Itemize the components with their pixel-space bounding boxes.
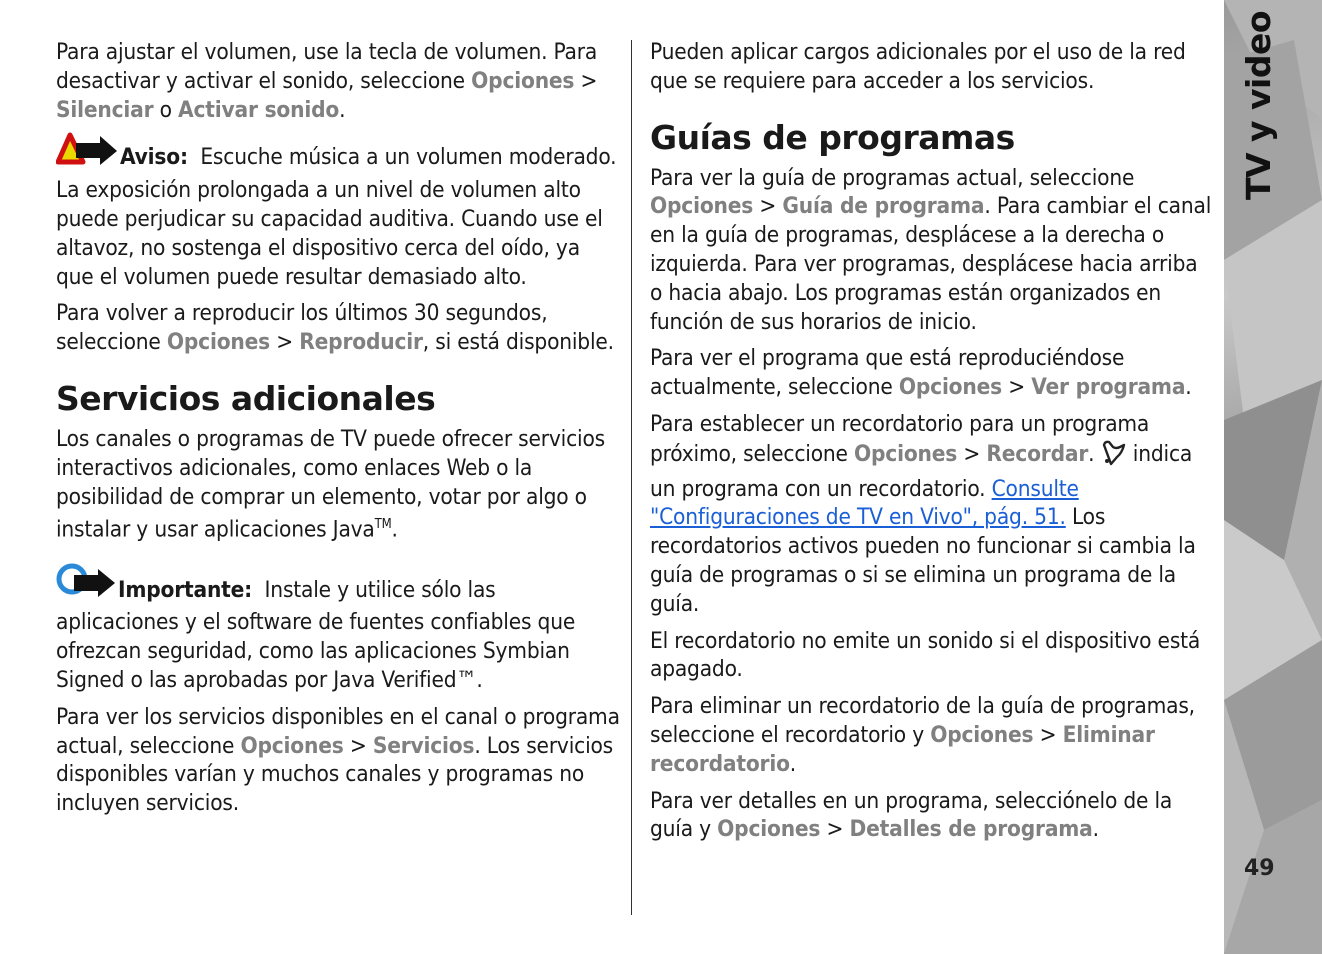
menu-option: Guía de programa (782, 193, 985, 220)
text: Para ajustar el volumen, use la tecla de volumen. Para desactivar y activar el sonido, seleccione (56, 39, 598, 94)
menu-option: Opciones (471, 67, 575, 94)
section-heading: Guías de programas (650, 117, 1015, 157)
text: Para volver a reproducir los últimos 30 segundos, seleccione (56, 300, 548, 356)
menu-option: Opciones (650, 193, 754, 220)
menu-option: Reproducir (299, 329, 423, 356)
important-note (56, 561, 620, 695)
important-icon (56, 561, 116, 609)
reminder-sound-paragraph: El recordatorio no emite un sonido si el dispositivo está apagado. (650, 627, 1201, 683)
menu-separator: > (1033, 721, 1063, 748)
warning-icon (56, 132, 118, 176)
menu-option: Opciones (898, 374, 1002, 401)
details-paragraph (650, 787, 1215, 845)
menu-separator: > (820, 816, 850, 843)
text: . Para cambiar el canal en la guía de programas, desplácese a la derecha o izquierda. Para ver programas, desplácese hacia arriba o hacia abajo. Los programas están organizados en función de sus horarios de inicio. (650, 193, 1212, 335)
text: Para ver los servicios disponibles en el canal o programa actual, seleccione (56, 703, 620, 759)
volume-paragraph (56, 38, 620, 124)
menu-separator: > (753, 193, 783, 220)
important-text: Instale y utilice sólo las aplicaciones y el software de fuentes confiables que ofrezcan seguridad, como las aplicaciones Symbian Signed o las aprobadas por Java Verified™. (56, 576, 576, 694)
text: . (1088, 440, 1101, 467)
delete-reminder-paragraph (650, 692, 1215, 778)
text: Para eliminar un recordatorio de la guía de programas, seleccione el recordatorio y (650, 693, 1195, 748)
text: . (789, 750, 797, 777)
menu-option: Silenciar (56, 96, 154, 123)
menu-option: Servicios (372, 732, 475, 759)
text: , si está disponible. (422, 329, 614, 356)
menu-separator: > (270, 329, 300, 356)
text: Para ver el programa que está reproduciéndose actualmente, seleccione (650, 345, 1125, 401)
charges-paragraph: Pueden aplicar cargos adicionales por el uso de la red que se requiere para acceder a los servicios. (650, 39, 1186, 94)
warning-text: Escuche música a un volumen moderado. La exposición prolongada a un nivel de volumen alto puede perjudicar su capacidad auditiva. Cuando use el altavoz, no sostenga el dispositivo cerca del oído, ya que el volumen puede resultar demasiado alto. (56, 144, 617, 290)
menu-option: Opciones (166, 329, 271, 356)
guide-paragraph (650, 164, 1215, 337)
menu-option: Opciones (240, 732, 344, 759)
reminder-paragraph (650, 410, 1215, 619)
section-heading: Servicios adicionales (56, 378, 436, 418)
warning-note (56, 132, 620, 291)
text: Para establecer un recordatorio para un programa próximo, seleccione (650, 410, 1150, 467)
menu-option: Recordar (986, 440, 1089, 467)
important-label: Importante: (118, 576, 253, 603)
text: Los canales o programas de TV puede ofrecer servicios interactivos adicionales, como enlaces Web o la posibilidad de comprar un elemento, votar por algo o instalar y usar aplicaciones Java (56, 425, 605, 543)
text: o (153, 96, 179, 123)
menu-option: Eliminar recordatorio (650, 721, 1155, 777)
services-paragraph (56, 425, 620, 545)
text: Para ver la guía de programas actual, seleccione (650, 164, 1135, 191)
text: . (339, 96, 346, 123)
services-view-paragraph (56, 703, 620, 818)
text: . (1185, 374, 1192, 401)
menu-option: Opciones (930, 721, 1034, 748)
page-number: 49 (1244, 856, 1275, 881)
menu-option: Opciones (854, 440, 958, 467)
menu-separator: > (1002, 374, 1032, 401)
replay-paragraph (56, 299, 620, 357)
menu-option: Detalles de programa (849, 816, 1093, 843)
text: Para ver detalles en un programa, selecciónelo de la guía y (650, 787, 1173, 843)
menu-separator: > (343, 732, 373, 759)
chapter-title: TV y video (1239, 10, 1278, 200)
menu-option: Ver programa (1031, 374, 1186, 401)
text: Los recordatorios activos pueden no funcionar si cambia la guía de programas o si se elimina un programa de la guía. (650, 504, 1196, 617)
text: . Los servicios disponibles varían y muchos canales y programas no incluyen servicios. (56, 732, 614, 817)
text: . (1092, 816, 1099, 843)
text: . (391, 516, 398, 543)
trademark: TM (374, 517, 392, 533)
settings-page-link[interactable]: Consulte "Configuraciones de TV en Vivo", pág. 51. (650, 475, 1079, 531)
warning-label: Aviso: (120, 144, 188, 171)
left-column (56, 38, 620, 826)
menu-separator: > (957, 440, 987, 467)
text: indica un programa con un recordatorio. (650, 440, 1193, 502)
view-program-paragraph (650, 344, 1215, 402)
menu-option: Activar sonido (178, 96, 340, 123)
menu-separator: > (574, 67, 598, 94)
column-divider (631, 40, 632, 915)
reminder-icon (1101, 439, 1127, 475)
right-column (650, 38, 1215, 852)
menu-option: Opciones (717, 816, 821, 843)
